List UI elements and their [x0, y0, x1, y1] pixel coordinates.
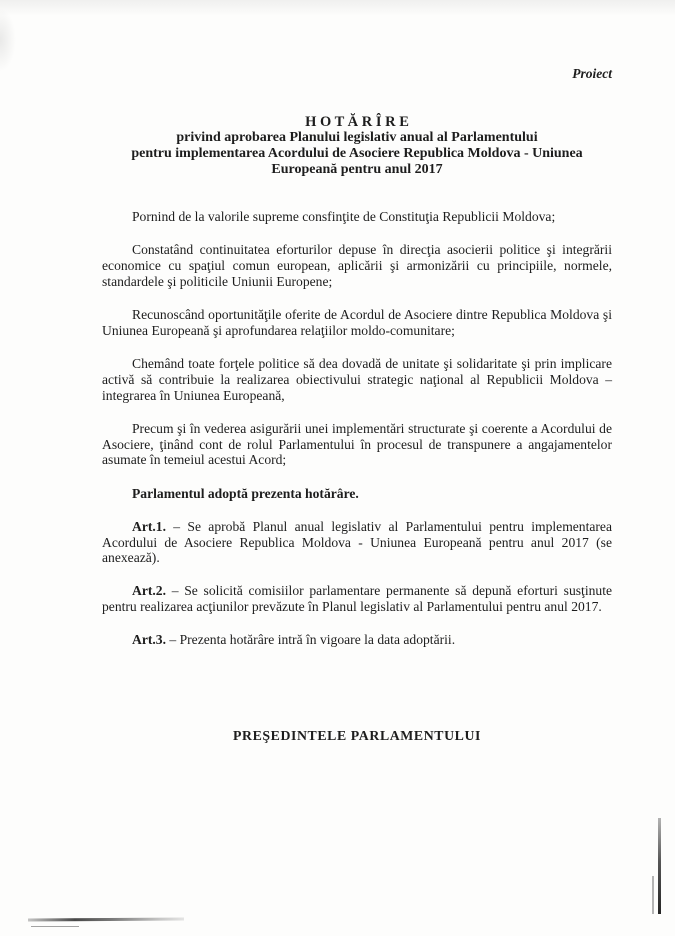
- scan-artifact-vline: [658, 818, 661, 914]
- title-subtitle-line-2: pentru implementarea Acordului de Asociere Republica Moldova - Uniunea: [131, 146, 583, 161]
- title-subtitle-line-3: Europeană pentru anul 2017: [271, 162, 443, 177]
- article-2-text: – Se solicită comisiilor parlamentare permanente să depună eforturi susţinute pentru realizarea acţiunilor prevăzute în Planul legislativ al Parlamentului pentru anul 2017.: [102, 583, 612, 615]
- preamble-paragraph-2: Constatând continuitatea eforturilor depuse în direcţia asocierii politice şi integrării economice cu spaţiul comun european, aplicării şi armonizării cu principiile, normele, standardele şi politicile Uniunii Europene;: [102, 242, 612, 289]
- scan-artifact-hline: [28, 917, 184, 921]
- preamble-paragraph-3: Recunoscând oportunităţile oferite de Acordul de Asociere dintre Republica Moldova şi Uniunea Europeană şi aprofundarea relaţiilor moldo-comunitare;: [102, 306, 612, 338]
- article-3-label: Art.3.: [132, 632, 166, 648]
- scan-artifact-vline: [652, 876, 654, 914]
- article-2-label: Art.2.: [132, 583, 166, 599]
- article-1-label: Art.1.: [132, 518, 166, 534]
- article-3-text: – Prezenta hotărâre intră în vigoare la data adoptării.: [165, 632, 456, 648]
- document-status-label: Proiect: [572, 66, 612, 81]
- article-3: [102, 632, 612, 648]
- signature-title: PREŞEDINTELE PARLAMENTULUI: [232, 728, 481, 744]
- document-content: [102, 0, 612, 744]
- preamble-paragraph-1: Pornind de la valorile supreme consfinţite de Constituţia Republicii Moldova;: [132, 209, 556, 224]
- scan-smudge: [0, 8, 16, 72]
- article-1-text: – Se aprobă Planul anual legislativ al Parlamentului pentru implementarea Acordului de Asociere Republica Moldova - Uniunea Europeană pentru anul 2017 (se anexează).: [102, 518, 612, 566]
- scan-artifact-hline: [31, 926, 79, 927]
- title-main-line: H O T Ă R Î R E: [305, 114, 409, 130]
- article-1: [102, 519, 612, 566]
- title-subtitle-line-1: privind aprobarea Planului legislativ anual al Parlamentului: [176, 130, 538, 145]
- document-title: [102, 114, 612, 178]
- decision-clause: Parlamentul adoptă prezenta hotărâre.: [132, 485, 359, 501]
- preamble-paragraph-4: Chemând toate forţele politice să dea dovadă de unitate şi solidaritate şi prin implicare activă să contribuie la realizarea obiectivului strategic naţional al Republicii Moldova – integrarea în Uniunea Europeană,: [102, 355, 612, 403]
- preamble-paragraph-5: Precum şi în vederea asigurării unei implementări structurate şi coerente a Acordului de Asociere, ţinând cont de rolul Parlamentului în procesul de transpunere a angajamentelor asumate în temeiul acestui Acord;: [102, 420, 612, 468]
- article-2: [102, 583, 612, 615]
